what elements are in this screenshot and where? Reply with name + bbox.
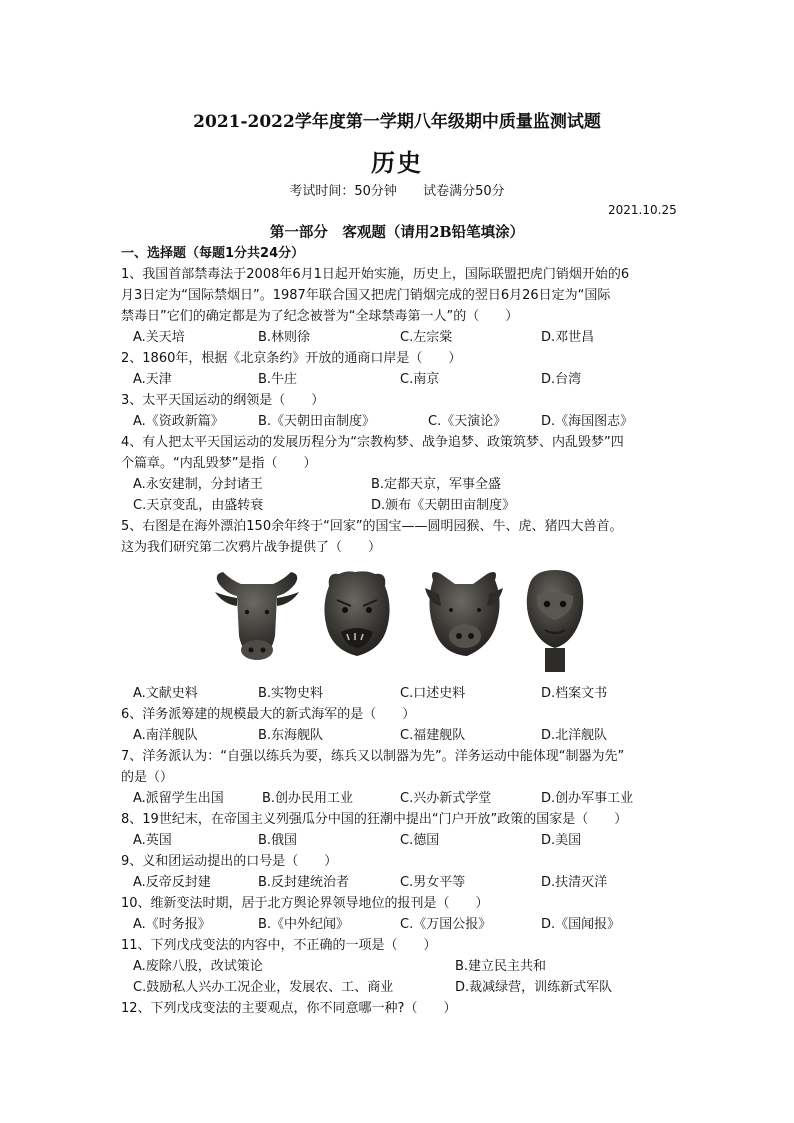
option-d: D.扶清灭洋 [541,875,608,890]
option-row [121,327,681,348]
option-c: C.《天演论》 [428,414,507,429]
question-text: 6、洋务派筹建的规模最大的新式海军的是（ ） [121,707,416,722]
option-b: B.实物史料 [258,686,324,701]
question-4 [121,432,681,516]
question-text: 4、有人把太平天国运动的发展历程分为“宗教构梦、战争追梦、政策筑梦、内乱毁梦”四 [121,435,624,450]
option-row [121,683,681,704]
option-c: C.口述史料 [400,686,466,701]
option-c: C.兴办新式学堂 [400,791,492,806]
option-c: C.南京 [400,372,440,387]
question-8 [121,809,681,851]
option-c: C.男女平等 [400,875,466,890]
option-c: C.左宗棠 [400,330,453,345]
question-6 [121,704,681,746]
option-b: B.反封建统治者 [258,875,350,890]
question-text: 5、右图是在海外漂泊150余年终于“回家”的国宝——圆明园猴、牛、虎、猪四大兽首。 [121,519,623,534]
option-a: A.永安建制，分封诸王 [133,477,263,492]
option-a: A.关天培 [133,330,185,345]
option-c: C.德国 [400,833,440,848]
option-c: C.《万国公报》 [400,917,492,932]
question-7 [121,746,681,809]
question-text: 2、1860年，根据《北京条约》开放的通商口岸是（ ） [121,351,462,366]
option-a: A.英国 [133,833,172,848]
pig-head-icon [425,572,503,656]
option-b: B.俄国 [258,833,298,848]
question-2 [121,348,681,390]
option-d: D.《国闻报》 [541,917,621,932]
question-1 [121,264,681,348]
subject-title: 历史 [371,148,423,177]
question-11 [121,935,681,998]
option-a: A.反帝反封建 [133,875,211,890]
question-list [121,243,681,1019]
question-12 [121,998,681,1019]
question-text: 9、义和团运动提出的口号是（ ） [121,854,338,869]
option-d: D.档案文书 [541,686,608,701]
option-a: A.废除八股，改试策论 [133,959,263,974]
question-10 [121,893,681,935]
option-d: D.美国 [541,833,582,848]
question-text: 这为我们研究第二次鸦片战争提供了（ ） [121,540,382,555]
exam-meta [0,180,794,199]
option-b: B.《天朝田亩制度》 [258,414,376,429]
option-c: C.福建舰队 [400,728,466,743]
zodiac-heads-image [211,566,591,678]
option-d: D.裁减绿营，训练新式军队 [455,980,613,995]
option-row [121,411,681,432]
question-text: 个篇章。“内乱毁梦”是指（ ） [121,456,317,471]
option-a: A.文献史料 [133,686,198,701]
option-a: A.天津 [133,372,172,387]
option-row [121,830,681,851]
section-heading: 一、选择题（每题1分共24分） [121,246,305,261]
option-d: D.邓世昌 [541,330,595,345]
option-row [121,788,681,809]
question-5 [121,516,681,704]
question-text: 3、太平天国运动的纲领是（ ） [121,393,325,408]
option-a: A.南洋舰队 [133,728,198,743]
question-9 [121,851,681,893]
bronze-heads-figure [121,558,681,683]
option-d: D.《海国图志》 [541,414,634,429]
option-b: B.东海舰队 [258,728,324,743]
question-text: 7、洋务派认为：“自强以练兵为要，练兵又以制器为先”。洋务运动中能体现“制器为先” [121,749,625,764]
option-d: D.颁布《天朝田亩制度》 [371,498,516,513]
option-b: B.定都天京，军事全盛 [371,477,502,492]
exam-date: 2021.10.25 [608,203,677,217]
part-heading: 第一部分 客观题（请用2B铅笔填涂） [269,224,525,241]
tiger-head-icon [324,571,389,656]
option-row [121,872,681,893]
question-text: 1、我国首部禁毒法于2008年6月1日起开始实施，历史上，国际联盟把虎门销烟开始的6 [121,267,630,282]
question-text: 12、下列戊戌变法的主要观点，你不同意哪一种?（ ） [121,1001,457,1016]
option-d: D.创办军事工业 [541,791,634,806]
question-text: 禁毒日”它们的确定都是为了纪念被誉为“全球禁毒第一人”的（ ） [121,309,519,324]
option-a: A.派留学生出国 [133,791,224,806]
option-d: D.台湾 [541,372,582,387]
question-text: 11、下列戊戌变法的内容中，不正确的一项是（ ） [121,938,437,953]
ox-head-icon [215,572,299,660]
option-d: D.北洋舰队 [541,728,608,743]
full-score: 试卷满分50分 [423,184,505,199]
option-row [121,474,681,495]
option-row [121,495,681,516]
question-text: 10、维新变法时期，居于北方舆论界领导地位的报刊是（ ） [121,896,489,911]
option-a: A.《资政新篇》 [133,414,224,429]
question-text: 的是（） [121,770,174,785]
option-row [121,914,681,935]
monkey-head-icon [527,570,584,672]
option-c: C.天京变乱，由盛转衰 [133,498,264,513]
option-a: A.《时务报》 [133,917,211,932]
option-b: B.《中外纪闻》 [258,917,350,932]
question-text: 8、19世纪末，在帝国主义列强瓜分中国的狂潮中提出“门户开放”政策的国家是（ ） [121,812,628,827]
option-b: B.林则徐 [258,330,311,345]
option-row [121,956,681,977]
question-3 [121,390,681,432]
question-text: 月3日定为“国际禁烟日”。1987年联合国又把虎门销烟完成的翌日6月26日定为“国际 [121,288,611,303]
option-b: B.牛庄 [258,372,298,387]
option-row [121,725,681,746]
option-row [121,369,681,390]
exam-title: 2021-2022学年度第一学期八年级期中质量监测试题 [193,112,601,132]
option-b: B.建立民主共和 [455,959,547,974]
option-c: C.鼓励私人兴办工况企业，发展农、工、商业 [133,980,394,995]
option-row [121,977,681,998]
exam-time: 考试时间：50分钟 [289,184,397,199]
option-b: B.创办民用工业 [262,791,354,806]
